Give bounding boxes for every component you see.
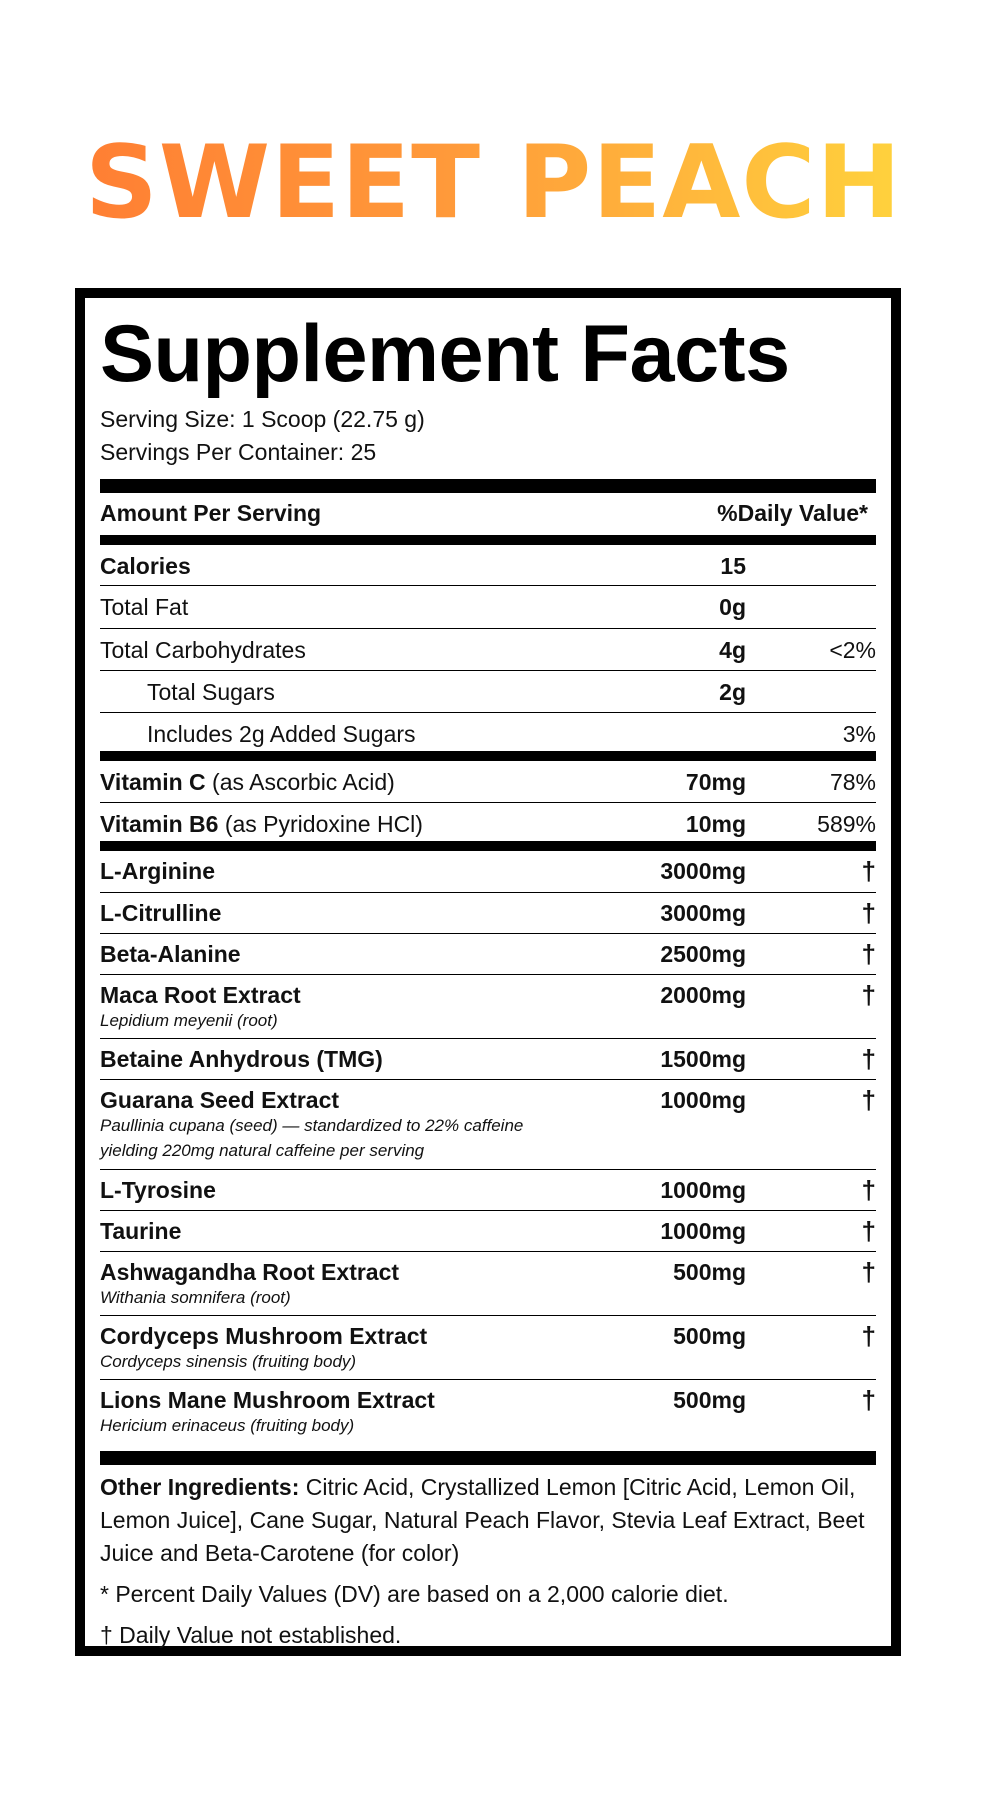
- divider-medium: [100, 841, 876, 851]
- daily-value-dagger: †: [861, 1385, 876, 1416]
- panel-heading: Supplement Facts: [100, 309, 790, 399]
- divider-thick: [100, 479, 876, 493]
- vitamin-form: (as Pyridoxine HCl): [224, 811, 423, 838]
- ingredient-amount: 1000mg: [660, 1177, 746, 1204]
- ingredient-row: [100, 1380, 876, 1443]
- nutrition-row: [100, 629, 876, 671]
- ingredient-row: [100, 1039, 876, 1080]
- daily-value-dagger: †: [861, 1044, 876, 1075]
- ingredient-amount: 500mg: [673, 1259, 746, 1286]
- ingredient-row: [100, 1080, 876, 1170]
- supplement-facts-panel: [75, 288, 901, 1656]
- daily-value-dagger: †: [861, 1257, 876, 1288]
- vitamin-name: Vitamin B6: [100, 811, 219, 838]
- vitamin-row: [100, 761, 876, 803]
- daily-value-dagger: †: [861, 1216, 876, 1247]
- nutrient-daily-value: <2%: [829, 637, 876, 664]
- nutrient-amount: 0g: [719, 594, 746, 621]
- header-daily-value: %Daily Value*: [717, 500, 868, 527]
- vitamin-daily-value: 589%: [817, 811, 876, 838]
- column-header-row: [100, 493, 876, 535]
- ingredient-name: L-Arginine: [100, 858, 215, 885]
- ingredient-row: [100, 1170, 876, 1211]
- ingredient-amount: 2500mg: [660, 941, 746, 968]
- ingredient-source: Withania somnifera (root): [100, 1288, 291, 1308]
- ingredient-name: Betaine Anhydrous (TMG): [100, 1046, 383, 1073]
- ingredient-row: [100, 893, 876, 934]
- nutrient-amount: 4g: [719, 637, 746, 664]
- nutrition-section: [100, 545, 876, 751]
- flavor-title: SWEET PEACH: [85, 123, 903, 241]
- vitamin-amount: 70mg: [685, 769, 746, 796]
- daily-value-dagger: †: [861, 980, 876, 1011]
- ingredient-row: [100, 975, 876, 1039]
- vitamin-name-group: [100, 811, 423, 838]
- header-amount-per-serving: Amount Per Serving: [100, 500, 322, 527]
- ingredient-source: Paullinia cupana (seed) — standardized to 22% caffeine: [100, 1116, 524, 1136]
- serving-size: Serving Size: 1 Scoop (22.75 g): [100, 406, 425, 433]
- nutrient-name: Calories: [100, 553, 191, 580]
- ingredient-section: [100, 851, 876, 1443]
- ingredient-name: Maca Root Extract: [100, 982, 301, 1009]
- daily-value-note: * Percent Daily Values (DV) are based on a 2,000 calorie diet.: [100, 1581, 729, 1608]
- ingredient-amount: 2000mg: [660, 982, 746, 1009]
- ingredient-amount: 1000mg: [660, 1087, 746, 1114]
- ingredient-name: Cordyceps Mushroom Extract: [100, 1323, 428, 1350]
- ingredient-amount: 500mg: [673, 1323, 746, 1350]
- ingredient-row: [100, 1211, 876, 1252]
- ingredient-name: L-Tyrosine: [100, 1177, 216, 1204]
- nutrient-name: Total Fat: [100, 594, 189, 621]
- daily-value-dagger: †: [861, 856, 876, 887]
- ingredient-source-detail: yielding 220mg natural caffeine per serving: [100, 1141, 425, 1161]
- nutrient-amount: 15: [720, 553, 746, 580]
- daily-value-dagger: †: [861, 1321, 876, 1352]
- vitamin-daily-value: 78%: [829, 769, 876, 796]
- panel-content: [100, 298, 876, 1652]
- nutrition-row: [100, 671, 876, 713]
- other-ingredients-text: Citric Acid, Crystallized Lemon [Citric Acid, Lemon Oil, Lemon Juice], Cane Sugar, Natural Peach Flavor, Stevia Leaf Extract, Beet Juice and Beta-Carotene (for color): [100, 1474, 865, 1567]
- ingredient-row: [100, 1316, 876, 1380]
- daily-value-dagger: †: [861, 1175, 876, 1206]
- ingredient-name: Lions Mane Mushroom Extract: [100, 1387, 435, 1414]
- nutrient-name: Total Sugars: [147, 679, 275, 706]
- label-footer: [100, 1471, 876, 1652]
- ingredient-amount: 3000mg: [660, 900, 746, 927]
- ingredient-name: Guarana Seed Extract: [100, 1087, 340, 1114]
- other-ingredients: [100, 1471, 876, 1570]
- ingredient-name: Taurine: [100, 1218, 182, 1245]
- divider-medium: [100, 751, 876, 761]
- ingredient-name: Beta-Alanine: [100, 941, 241, 968]
- ingredient-row: [100, 851, 876, 893]
- ingredient-row: [100, 934, 876, 975]
- nutrient-amount: 2g: [719, 679, 746, 706]
- serving-info: [100, 403, 876, 469]
- vitamin-section: [100, 761, 876, 841]
- daily-value-dagger: †: [861, 1085, 876, 1116]
- dagger-note: † Daily Value not established.: [100, 1622, 402, 1649]
- nutrition-row: [100, 713, 876, 751]
- divider-thick: [100, 1451, 876, 1465]
- daily-value-dagger: †: [861, 939, 876, 970]
- nutrient-name: Total Carbohydrates: [100, 637, 306, 664]
- ingredient-amount: 500mg: [673, 1387, 746, 1414]
- other-ingredients-label: Other Ingredients:: [100, 1474, 300, 1501]
- ingredient-amount: 1500mg: [660, 1046, 746, 1073]
- ingredient-amount: 1000mg: [660, 1218, 746, 1245]
- servings-per-container: Servings Per Container: 25: [100, 439, 377, 466]
- nutrition-row: [100, 545, 876, 586]
- ingredient-source: Lepidium meyenii (root): [100, 1011, 278, 1031]
- ingredient-source: Cordyceps sinensis (fruiting body): [100, 1352, 357, 1372]
- nutrient-name: Includes 2g Added Sugars: [147, 721, 416, 748]
- ingredient-amount: 3000mg: [660, 858, 746, 885]
- divider-medium: [100, 535, 876, 545]
- vitamin-row: [100, 803, 876, 841]
- ingredient-source: Hericium erinaceus (fruiting body): [100, 1416, 355, 1436]
- daily-value-dagger: †: [861, 898, 876, 929]
- vitamin-amount: 10mg: [685, 811, 746, 838]
- vitamin-name: Vitamin C: [100, 769, 206, 796]
- nutrition-row: [100, 586, 876, 629]
- ingredient-name: Ashwagandha Root Extract: [100, 1259, 400, 1286]
- ingredient-name: L-Citrulline: [100, 900, 222, 927]
- nutrient-daily-value: 3%: [842, 721, 876, 748]
- vitamin-form: (as Ascorbic Acid): [212, 769, 395, 796]
- vitamin-name-group: [100, 769, 395, 796]
- ingredient-row: [100, 1252, 876, 1316]
